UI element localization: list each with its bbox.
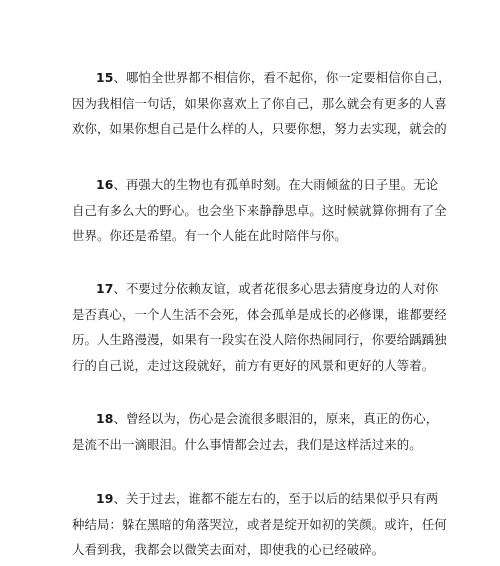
paragraph-17 [72, 276, 447, 378]
paragraph-line: 世界。你还是希望。有一个人能在此时陪伴与你。 [72, 228, 347, 243]
paragraph-16 [72, 172, 447, 249]
paragraph-line: 19、关于过去，谁都不能左右的，至于以后的结果似乎只有两 [72, 486, 430, 512]
paragraph-line: 18、曾经以为，伤心是会流很多眼泪的，原来，真正的伤心， [72, 406, 430, 432]
paragraph-number: 15 [96, 70, 114, 85]
paragraph-line: 自己有多么大的野心。也会坐下来静静思卓。这时候就算你拥有了全 [72, 202, 447, 218]
paragraph-number: 17 [96, 281, 114, 296]
paragraph-19 [72, 486, 447, 563]
paragraph-line: 因为我相信一句话，如果你喜欢上了你自己，那么就会有更多的人喜 [72, 95, 447, 111]
paragraph-line: 17、不要过分依赖友谊，或者花很多心思去猜度身边的人对你 [72, 276, 430, 302]
paragraph-18 [72, 406, 439, 457]
paragraph-line: 是否真心，一个人生活不会死，体会孤单是成长的必修课，谁都要经 [72, 306, 447, 322]
paragraph-line: 历。人生路漫漫，如果有一段实在没人陪你热闹同行，你要给踽踽独 [72, 332, 447, 347]
paragraph-line: 欢你，如果你想自己是什么样的人，只要你想，努力去实现，就会的 [72, 121, 447, 136]
paragraph-line: 是流不出一滴眼泪。什么事情都会过去，我们是这样活过来的。 [72, 436, 422, 452]
paragraph-line: 人看到我，我都会以微笑去面对，即使我的心已经破碎。 [72, 542, 385, 557]
paragraph-line: 行的自己说，走过这段就好，前方有更好的风景和更好的人等着。 [72, 357, 435, 373]
paragraph-number: 16 [96, 177, 114, 192]
paragraph-line: 16、再强大的生物也有孤单时刻。在大雨倾盆的日子里。无论 [72, 172, 430, 198]
paragraph-line: 种结局：躲在黑暗的角落哭泣，或者是绽开如初的笑颜。或许，任何 [72, 516, 447, 532]
paragraph-15 [72, 65, 451, 142]
paragraph-line: 15、哪怕全世界都不相信你，看不起你，你一定要相信你自己， [72, 65, 430, 91]
paragraph-number: 18 [96, 411, 114, 426]
paragraph-number: 19 [96, 491, 114, 506]
